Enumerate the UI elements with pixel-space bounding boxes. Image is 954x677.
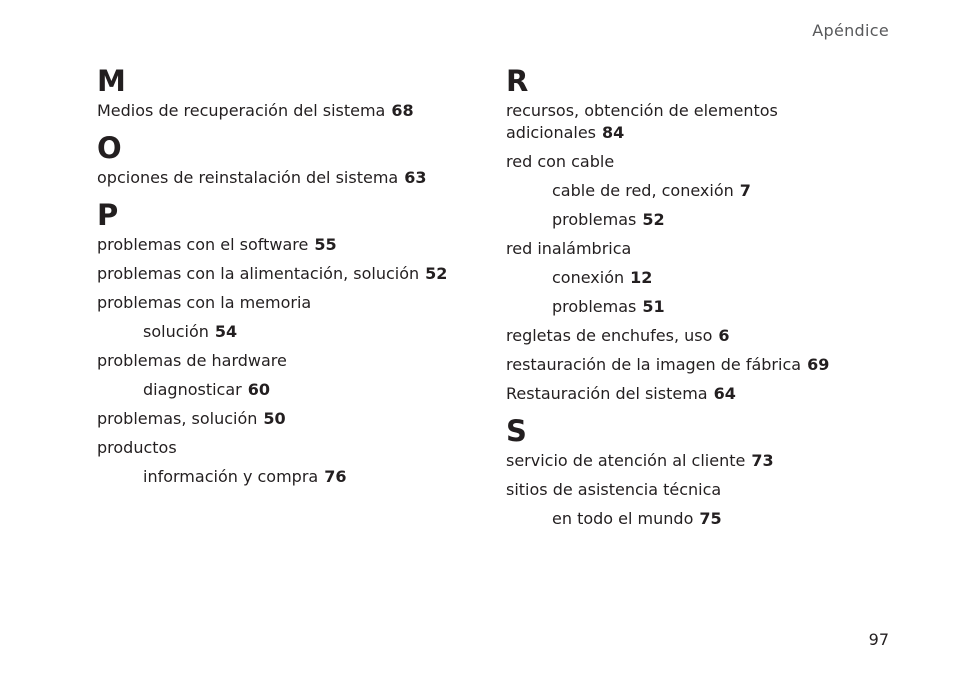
index-entry-text: solución <box>143 322 209 341</box>
index-section-r <box>506 62 866 405</box>
index-entry-text: Restauración del sistema <box>506 384 708 403</box>
index-entry <box>97 100 477 122</box>
index-entry-text: recursos, obtención de elementos adicionales <box>506 101 778 142</box>
index-subentry <box>506 508 866 530</box>
index-entry-text: problemas con el software <box>97 235 309 254</box>
index-letter-heading: S <box>506 414 527 448</box>
index-section-s <box>506 412 866 530</box>
index-entry <box>506 450 866 472</box>
index-page-ref: 12 <box>630 268 653 287</box>
index-entry <box>506 354 866 376</box>
index-entry-text: problemas, solución <box>97 409 258 428</box>
index-entry-text: restauración de la imagen de fábrica <box>506 355 802 374</box>
index-entry <box>506 100 866 144</box>
index-entry <box>97 167 477 189</box>
index-entry <box>97 408 477 430</box>
index-letter-heading: P <box>97 198 119 232</box>
index-page-ref: 52 <box>642 210 665 229</box>
index-entry-text: conexión <box>552 268 625 287</box>
index-entry <box>506 325 866 347</box>
index-entry <box>97 350 477 372</box>
index-entry-text: diagnosticar <box>143 380 242 399</box>
index-entry-text: red inalámbrica <box>506 239 632 258</box>
index-subentry <box>506 267 866 289</box>
index-entry-text: red con cable <box>506 152 615 171</box>
page-number: 97 <box>868 630 889 649</box>
index-column-right <box>506 62 866 537</box>
index-entry-text: problemas con la memoria <box>97 293 312 312</box>
index-page-ref: 55 <box>314 235 337 254</box>
index-subentry <box>97 466 477 488</box>
index-page-ref: 51 <box>642 297 665 316</box>
index-letter-heading: R <box>506 64 529 98</box>
index-column-left <box>97 62 477 495</box>
index-entry-text: problemas <box>552 210 637 229</box>
index-entry <box>506 238 866 260</box>
index-page-ref: 60 <box>247 380 270 399</box>
index-entry-text: cable de red, conexión <box>552 181 734 200</box>
index-page-ref: 6 <box>718 326 730 345</box>
index-entry <box>506 151 866 173</box>
index-page-ref: 52 <box>425 264 448 283</box>
index-entry <box>506 383 866 405</box>
index-section-o <box>97 129 477 189</box>
index-letter-heading: M <box>97 64 126 98</box>
index-page-ref: 68 <box>391 101 414 120</box>
index-entry-text: regletas de enchufes, uso <box>506 326 713 345</box>
running-header: Apéndice <box>812 21 889 40</box>
index-entry <box>97 437 477 459</box>
index-subentry <box>506 296 866 318</box>
index-page-ref: 84 <box>602 123 625 142</box>
index-page-ref: 63 <box>404 168 427 187</box>
index-entry-text: problemas <box>552 297 637 316</box>
index-entry <box>506 479 866 501</box>
index-entry-text: sitios de asistencia técnica <box>506 480 722 499</box>
index-page-ref: 7 <box>739 181 751 200</box>
index-entry-text: Medios de recuperación del sistema <box>97 101 386 120</box>
index-page-ref: 75 <box>699 509 722 528</box>
index-subentry <box>97 379 477 401</box>
index-entry-text: problemas con la alimentación, solución <box>97 264 420 283</box>
index-page-ref: 73 <box>751 451 774 470</box>
index-section-m <box>97 62 477 122</box>
index-page-ref: 76 <box>324 467 347 486</box>
index-entry <box>97 263 477 285</box>
index-entry-text: productos <box>97 438 177 457</box>
index-page-ref: 54 <box>214 322 238 341</box>
index-section-p <box>97 196 477 488</box>
index-subentry <box>506 180 866 202</box>
index-page-ref: 64 <box>713 384 736 403</box>
index-subentry <box>506 209 866 231</box>
index-page-ref: 69 <box>807 355 830 374</box>
index-subentry <box>97 321 477 343</box>
index-entry <box>97 292 477 314</box>
index-entry-text: en todo el mundo <box>552 509 694 528</box>
index-entry-text: información y compra <box>143 467 319 486</box>
index-entry-text: problemas de hardware <box>97 351 287 370</box>
index-letter-heading: O <box>97 131 122 165</box>
index-entry-text: servicio de atención al cliente <box>506 451 746 470</box>
index-entry-text: opciones de reinstalación del sistema <box>97 168 399 187</box>
index-entry <box>97 234 477 256</box>
index-page-ref: 50 <box>263 409 286 428</box>
